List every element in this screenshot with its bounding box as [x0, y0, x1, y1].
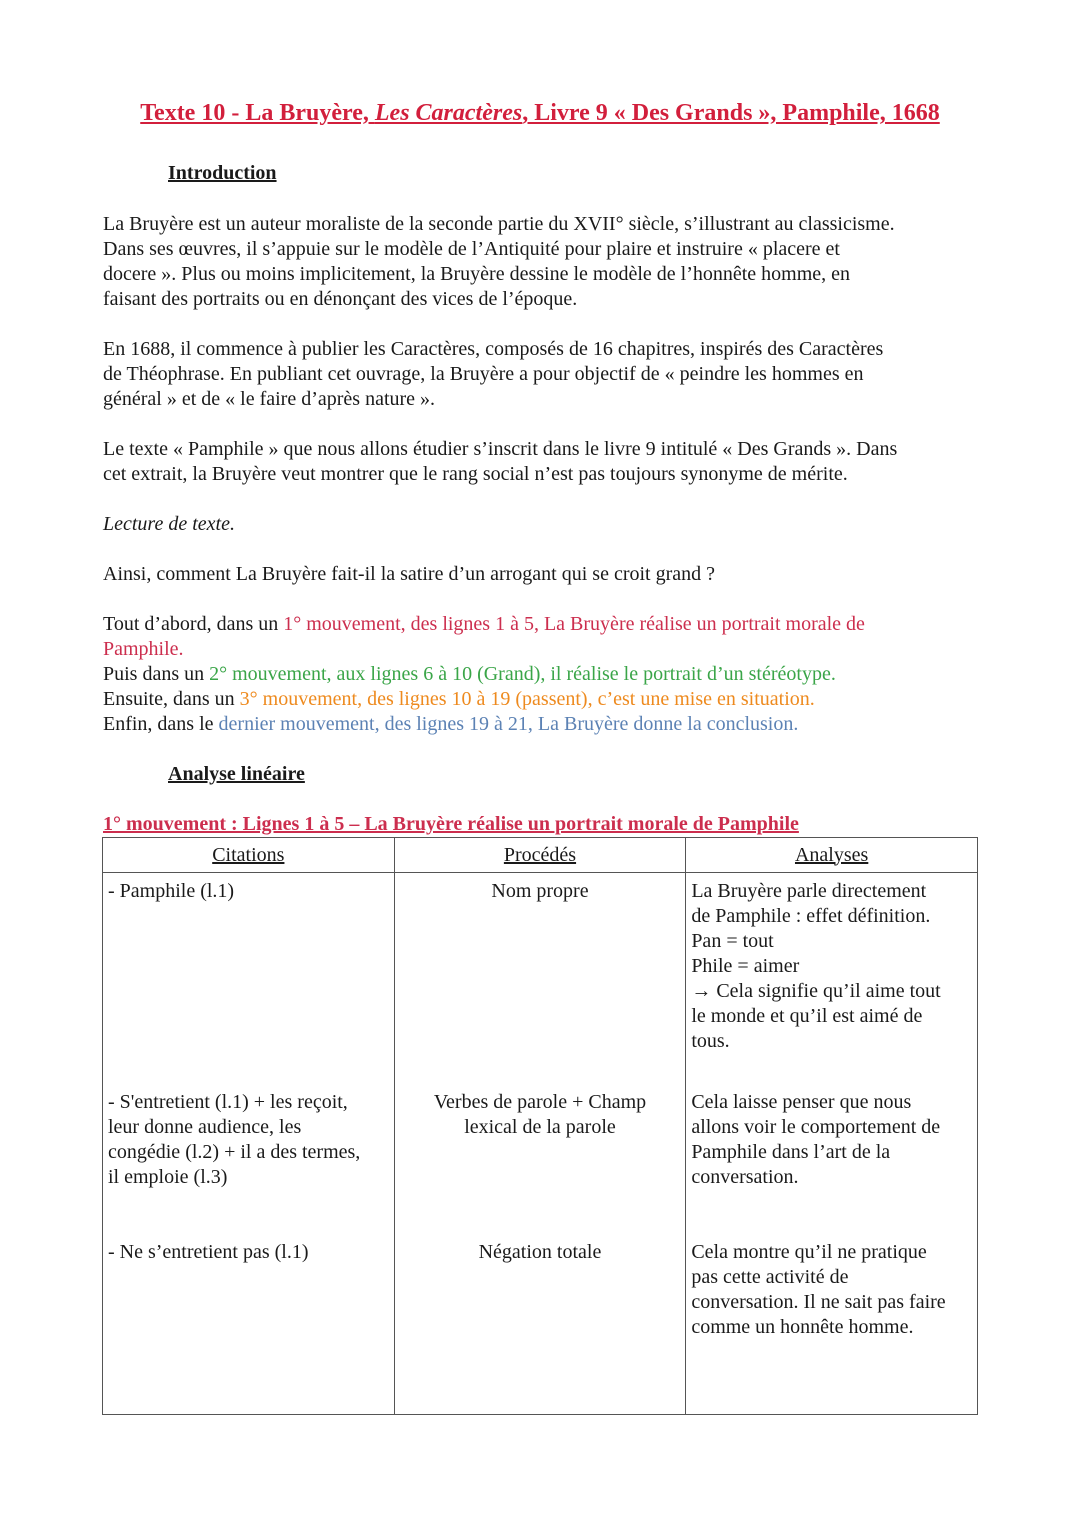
plan-line-m1 — [103, 612, 983, 637]
plan-m1-lead: Tout d’abord, dans un — [103, 613, 284, 635]
intro-p1-line: La Bruyère est un auteur moraliste de la seconde partie du XVII° siècle, s’illustrant au classicisme. — [103, 213, 895, 235]
analyse-line: allons voir le comportement de — [691, 1116, 941, 1138]
analyse-line: Pamphile dans l’art de la — [691, 1141, 891, 1163]
procede-line: Verbes de parole + Champ — [433, 1091, 647, 1113]
citation-line: congédie (l.2) + il a des termes, — [108, 1141, 361, 1163]
title-part-b: , Livre 9 « Des Grands », Pamphile, 1668 — [522, 100, 940, 126]
procede-line: Nom propre — [491, 880, 589, 902]
citation-line: - Pamphile (l.1) — [108, 880, 235, 902]
plan-m2-text: 2° mouvement, aux lignes 6 à 10 (Grand), il réalise le portrait d’un stéréotype. — [209, 663, 836, 685]
analyses-cell — [686, 873, 978, 1415]
analyse-line: le monde et qu’il est aimé de — [691, 1005, 923, 1027]
introduction-heading: Introduction — [168, 162, 277, 184]
citation-line: leur donne audience, les — [108, 1116, 302, 1138]
intro-paragraph-1 — [103, 212, 983, 312]
citation-line: il emploie (l.3) — [108, 1166, 228, 1188]
plan-m1-continued: Pamphile. — [103, 638, 184, 660]
plan-line-m2 — [103, 662, 983, 687]
plan-paragraph — [103, 612, 983, 737]
plan-m3-lead: Ensuite, dans un — [103, 688, 240, 710]
plan-m4-lead: Enfin, dans le — [103, 713, 219, 735]
analyse-line: pas cette activité de — [691, 1266, 849, 1288]
analyse-heading: Analyse linéaire — [168, 763, 305, 785]
column-header-analyses: Analyses — [686, 838, 978, 873]
analyse-line: de Pamphile : effet définition. — [691, 905, 931, 927]
analyse-line: conversation. — [691, 1166, 799, 1188]
analyse-line: Pan = tout — [691, 930, 774, 952]
intro-paragraph-3 — [103, 437, 983, 487]
intro-p3-line: Le texte « Pamphile » que nous allons étudier s’inscrit dans le livre 9 intitulé « Des Grands ». Dans — [103, 438, 898, 460]
procede-line: Négation totale — [478, 1241, 602, 1263]
title-part-a: Texte 10 - La Bruyère, — [140, 100, 375, 126]
analyse-line: comme un honnête homme. — [691, 1316, 914, 1338]
plan-m4-text: dernier mouvement, des lignes 19 à 21, La Bruyère donne la conclusion. — [218, 713, 799, 735]
analyse-line: Phile = aimer — [691, 955, 800, 977]
intro-p1-line: Dans ses œuvres, il s’appuie sur le modèle de l’Antiquité pour plaire et instruire « placere et — [103, 238, 840, 260]
intro-p2-line: général » et de « le faire d’après nature ». — [103, 388, 436, 410]
intro-p2-line: de Théophrase. En publiant cet ouvrage, la Bruyère a pour objectif de « peindre les hommes en — [103, 363, 864, 385]
plan-m1-text: 1° mouvement, des lignes 1 à 5, La Bruyère réalise un portrait morale de — [283, 613, 865, 635]
lecture-note: Lecture de texte. — [103, 513, 235, 535]
analysis-table — [102, 837, 978, 1415]
intro-p2-line: En 1688, il commence à publier les Caractères, composés de 16 chapitres, inspirés des Caractères — [103, 338, 884, 360]
procedes-cell — [394, 873, 686, 1415]
analyse-line: tous. — [691, 1030, 730, 1052]
analyse-line: La Bruyère parle directement — [691, 880, 927, 902]
plan-m2-lead: Puis dans un — [103, 663, 210, 685]
problematique: Ainsi, comment La Bruyère fait-il la satire d’un arrogant qui se croit grand ? — [103, 563, 716, 585]
analyse-line: conversation. Il ne sait pas faire — [691, 1291, 946, 1313]
analyse-line: Cela laisse penser que nous — [691, 1091, 912, 1113]
mouvement1-title: 1° mouvement : Lignes 1 à 5 – La Bruyère réalise un portrait morale de Pamphile — [103, 813, 799, 835]
intro-p1-line: faisant des portraits ou en dénonçant des vices de l’époque. — [103, 288, 578, 310]
table-header-row — [103, 838, 978, 873]
intro-paragraph-2 — [103, 337, 983, 412]
citation-line: - S'entretient (l.1) + les reçoit, — [108, 1091, 348, 1113]
column-header-citations: Citations — [103, 838, 395, 873]
citations-cell — [103, 873, 395, 1415]
document-title — [0, 100, 1080, 127]
citation-line: - Ne s’entretient pas (l.1) — [108, 1241, 309, 1263]
title-part-italic: Les Caractères — [374, 100, 523, 126]
analyse-line: → Cela signifie qu’il aime tout — [691, 980, 941, 1002]
analyse-line: Cela montre qu’il ne pratique — [691, 1241, 927, 1263]
intro-p3-line: cet extrait, la Bruyère veut montrer que le rang social n’est pas toujours synonyme de mérite. — [103, 463, 848, 485]
procede-line: lexical de la parole — [464, 1116, 616, 1138]
plan-line-m3 — [103, 687, 983, 712]
column-header-procedes: Procédés — [394, 838, 686, 873]
intro-p1-line: docere ». Plus ou moins implicitement, la Bruyère dessine le modèle de l’honnête homme, en — [103, 263, 851, 285]
table-row — [103, 873, 978, 1415]
plan-m3-text: 3° mouvement, des lignes 10 à 19 (passent), c’est une mise en situation. — [239, 688, 815, 710]
plan-line-m4 — [103, 712, 983, 737]
